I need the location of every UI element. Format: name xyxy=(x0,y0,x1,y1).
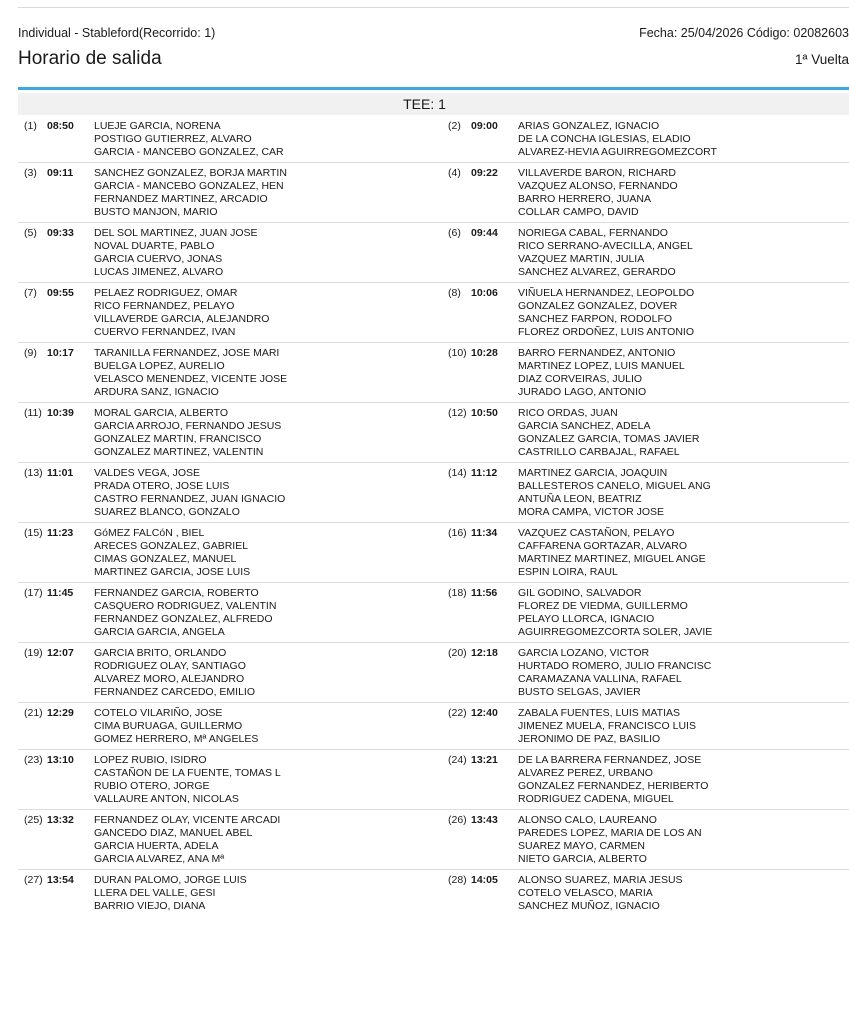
group-number: (21) xyxy=(24,707,43,719)
player-name: CASTRO FERNANDEZ, JUAN IGNACIO xyxy=(94,493,286,505)
player-name: MARTINEZ LOPEZ, LUIS MANUEL xyxy=(518,360,685,372)
tee-group xyxy=(18,707,442,746)
tee-time: 09:11 xyxy=(47,167,74,179)
group-slot xyxy=(442,227,518,279)
player-name: VIÑUELA HERNANDEZ, LEOPOLDO xyxy=(518,287,695,299)
player-list xyxy=(94,814,280,866)
player-name: GIL GODINO, SALVADOR xyxy=(518,587,642,599)
player-list xyxy=(94,874,247,913)
tee-time-list xyxy=(18,116,849,916)
player-list xyxy=(94,120,284,159)
player-name: GARCIA GARCIA, ANGELA xyxy=(94,626,225,638)
tee-time: 09:22 xyxy=(471,167,498,179)
tee-label: TEE: 1 xyxy=(403,96,446,112)
tee-time: 14:05 xyxy=(471,874,498,886)
player-name: COTELO VILARIÑO, JOSE xyxy=(94,707,223,719)
player-name: GARCIA ALVAREZ, ANA Mª xyxy=(94,853,225,865)
group-number: (2) xyxy=(448,120,461,132)
tee-group xyxy=(18,347,442,399)
tee-time: 10:28 xyxy=(471,347,498,359)
group-number: (9) xyxy=(24,347,37,359)
player-name: DE LA BARRERA FERNANDEZ, JOSE xyxy=(518,754,702,766)
player-list xyxy=(518,707,696,746)
tee-group xyxy=(442,707,849,746)
tee-time: 09:33 xyxy=(47,227,74,239)
tee-time: 13:10 xyxy=(47,754,74,766)
player-name: CIMA BURUAGA, GUILLERMO xyxy=(94,720,243,732)
player-name: CIMAS GONZALEZ, MANUEL xyxy=(94,553,237,565)
player-name: SUAREZ BLANCO, GONZALO xyxy=(94,506,240,518)
group-number: (8) xyxy=(448,287,461,299)
tee-group xyxy=(18,647,442,699)
group-slot xyxy=(18,227,94,279)
player-name: LUCAS JIMENEZ, ALVARO xyxy=(94,266,224,278)
player-name: JIMENEZ MUELA, FRANCISCO LUIS xyxy=(518,720,696,732)
group-slot xyxy=(18,647,94,699)
player-list xyxy=(94,707,258,746)
player-name: CUERVO FERNANDEZ, IVAN xyxy=(94,326,236,338)
player-name: RUBIO OTERO, JORGE xyxy=(94,780,210,792)
tee-time: 09:00 xyxy=(471,120,498,132)
player-name: RICO FERNANDEZ, PELAYO xyxy=(94,300,235,312)
tee-time-row xyxy=(18,223,849,283)
player-name: LUEJE GARCIA, NORENA xyxy=(94,120,221,132)
group-number: (27) xyxy=(24,874,43,886)
tee-time-row xyxy=(18,810,849,870)
player-name: ARIAS GONZALEZ, IGNACIO xyxy=(518,120,660,132)
tee-time: 13:21 xyxy=(471,754,498,766)
group-slot xyxy=(18,167,94,219)
tee-group xyxy=(18,467,442,519)
player-name: PRADA OTERO, JOSE LUIS xyxy=(94,480,230,492)
player-list xyxy=(94,347,287,399)
player-name: RODRIGUEZ OLAY, SANTIAGO xyxy=(94,660,246,672)
tee-time: 08:50 xyxy=(47,120,74,132)
player-name: BARRO FERNANDEZ, ANTONIO xyxy=(518,347,676,359)
player-name: GARCIA - MANCEBO GONZALEZ, CAR xyxy=(94,146,284,158)
player-name: ALONSO SUAREZ, MARIA JESUS xyxy=(518,874,683,886)
tee-time: 12:40 xyxy=(471,707,498,719)
player-name: SANCHEZ MUÑOZ, IGNACIO xyxy=(518,900,660,912)
tee-time-row xyxy=(18,116,849,163)
group-slot xyxy=(442,814,518,866)
player-name: TARANILLA FERNANDEZ, JOSE MARI xyxy=(94,347,280,359)
player-name: SANCHEZ FARPON, RODOLFO xyxy=(518,313,673,325)
tee-group xyxy=(18,167,442,219)
player-list xyxy=(94,287,269,339)
player-name: RODRIGUEZ CADENA, MIGUEL xyxy=(518,793,674,805)
group-slot xyxy=(442,647,518,699)
tee-time-row xyxy=(18,703,849,750)
group-slot xyxy=(18,814,94,866)
player-name: RICO ORDAS, JUAN xyxy=(518,407,618,419)
player-name: NORIEGA CABAL, FERNANDO xyxy=(518,227,668,239)
group-slot xyxy=(442,527,518,579)
group-slot xyxy=(442,874,518,913)
player-name: FLOREZ DE VIEDMA, GUILLERMO xyxy=(518,600,688,612)
tee-time-row xyxy=(18,523,849,583)
player-list xyxy=(518,347,685,399)
tee-time: 13:32 xyxy=(47,814,74,826)
player-name: JURADO LAGO, ANTONIO xyxy=(518,386,647,398)
player-name: PELAEZ RODRIGUEZ, OMAR xyxy=(94,287,238,299)
tee-time: 11:12 xyxy=(471,467,498,479)
tee-time: 09:55 xyxy=(47,287,74,299)
player-list xyxy=(94,407,281,459)
player-list xyxy=(518,754,708,806)
player-list xyxy=(94,527,250,579)
group-number: (16) xyxy=(448,527,467,539)
tee-time: 09:44 xyxy=(471,227,498,239)
player-list xyxy=(94,647,255,699)
player-name: BUELGA LOPEZ, AURELIO xyxy=(94,360,225,372)
player-name: MORAL GARCIA, ALBERTO xyxy=(94,407,229,419)
tee-time-row xyxy=(18,403,849,463)
player-list xyxy=(518,587,712,639)
group-number: (20) xyxy=(448,647,467,659)
group-slot xyxy=(18,347,94,399)
player-list xyxy=(94,587,276,639)
player-list xyxy=(518,287,694,339)
group-number: (15) xyxy=(24,527,43,539)
player-name: MARTINEZ MARTINEZ, MIGUEL ANGE xyxy=(518,553,706,565)
group-number: (11) xyxy=(24,407,42,419)
player-name: HURTADO ROMERO, JULIO FRANCISC xyxy=(518,660,712,672)
tee-group xyxy=(18,407,442,459)
player-name: LOPEZ RUBIO, ISIDRO xyxy=(94,754,207,766)
tee-group xyxy=(18,874,442,913)
group-slot xyxy=(18,587,94,639)
group-slot xyxy=(442,287,518,339)
tee-time: 10:50 xyxy=(471,407,498,419)
tee-time: 10:06 xyxy=(471,287,498,299)
player-name: GARCIA SANCHEZ, ADELA xyxy=(518,420,651,432)
tee-time-row xyxy=(18,343,849,403)
tee-group xyxy=(442,347,849,399)
player-name: GONZALEZ MARTIN, FRANCISCO xyxy=(94,433,262,445)
tee-time: 11:01 xyxy=(47,467,74,479)
tee-time: 10:17 xyxy=(47,347,74,359)
player-list xyxy=(94,754,281,806)
group-number: (17) xyxy=(24,587,43,599)
player-name: DE LA CONCHA IGLESIAS, ELADIO xyxy=(518,133,691,145)
top-divider xyxy=(18,7,849,8)
player-name: GARCIA LOZANO, VICTOR xyxy=(518,647,650,659)
player-name: VILLAVERDE GARCIA, ALEJANDRO xyxy=(94,313,270,325)
tee-group xyxy=(442,527,849,579)
player-name: FERNANDEZ GONZALEZ, ALFREDO xyxy=(94,613,273,625)
group-number: (5) xyxy=(24,227,37,239)
player-name: NIETO GARCIA, ALBERTO xyxy=(518,853,647,865)
tee-time-row xyxy=(18,583,849,643)
group-slot xyxy=(442,120,518,159)
player-name: ARDURA SANZ, IGNACIO xyxy=(94,386,219,398)
group-slot xyxy=(18,707,94,746)
tee-time-row xyxy=(18,163,849,223)
tee-group xyxy=(18,120,442,159)
group-number: (14) xyxy=(448,467,467,479)
player-list xyxy=(518,467,711,519)
player-list xyxy=(518,874,683,913)
tee-group xyxy=(442,874,849,913)
player-list xyxy=(518,120,717,159)
tee-group xyxy=(18,587,442,639)
player-name: POSTIGO GUTIERREZ, ALVARO xyxy=(94,133,252,145)
player-list xyxy=(518,407,699,459)
player-name: ESPIN LOIRA, RAUL xyxy=(518,566,618,578)
tee-group xyxy=(442,467,849,519)
group-number: (19) xyxy=(24,647,43,659)
player-name: GONZALEZ MARTINEZ, VALENTIN xyxy=(94,446,264,458)
group-slot xyxy=(442,467,518,519)
player-name: PELAYO LLORCA, IGNACIO xyxy=(518,613,655,625)
group-slot xyxy=(442,707,518,746)
tee-time: 11:23 xyxy=(47,527,74,539)
player-name: GARCIA BRITO, ORLANDO xyxy=(94,647,227,659)
player-name: GONZALEZ GONZALEZ, DOVER xyxy=(518,300,678,312)
tee-group xyxy=(442,647,849,699)
player-name: JERONIMO DE PAZ, BASILIO xyxy=(518,733,661,745)
player-name: BALLESTEROS CANELO, MIGUEL ANG xyxy=(518,480,711,492)
player-list xyxy=(518,167,678,219)
group-number: (24) xyxy=(448,754,467,766)
tee-time-row xyxy=(18,870,849,916)
tee-group xyxy=(18,527,442,579)
player-name: GARCIA CUERVO, JONAS xyxy=(94,253,223,265)
player-name: VELASCO MENENDEZ, VICENTE JOSE xyxy=(94,373,288,385)
player-name: ALVAREZ-HEVIA AGUIRREGOMEZCORT xyxy=(518,146,717,158)
tee-group xyxy=(442,754,849,806)
group-number: (4) xyxy=(448,167,461,179)
player-name: COLLAR CAMPO, DAVID xyxy=(518,206,639,218)
group-slot xyxy=(442,407,518,459)
tee-group xyxy=(442,407,849,459)
player-name: CASTRILLO CARBAJAL, RAFAEL xyxy=(518,446,680,458)
group-number: (10) xyxy=(448,347,467,359)
group-slot xyxy=(18,467,94,519)
group-number: (3) xyxy=(24,167,37,179)
group-slot xyxy=(18,287,94,339)
player-name: RICO SERRANO-AVECILLA, ANGEL xyxy=(518,240,693,252)
player-name: ALVAREZ MORO, ALEJANDRO xyxy=(94,673,245,685)
player-name: CASTAÑON DE LA FUENTE, TOMAS L xyxy=(94,767,281,779)
tee-group xyxy=(442,587,849,639)
player-name: FLOREZ ORDOÑEZ, LUIS ANTONIO xyxy=(518,326,694,338)
group-number: (18) xyxy=(448,587,467,599)
tee-group xyxy=(442,167,849,219)
player-name: CAFFARENA GORTAZAR, ALVARO xyxy=(518,540,688,552)
tee-time: 13:43 xyxy=(471,814,498,826)
player-name: VAZQUEZ ALONSO, FERNANDO xyxy=(518,180,678,192)
player-name: CARAMAZANA VALLINA, RAFAEL xyxy=(518,673,682,685)
tee-time: 11:34 xyxy=(471,527,498,539)
player-name: MARTINEZ GARCIA, JOSE LUIS xyxy=(94,566,251,578)
player-list xyxy=(518,527,706,579)
player-name: PAREDES LOPEZ, MARIA DE LOS AN xyxy=(518,827,702,839)
player-list xyxy=(94,467,285,519)
player-name: VALLAURE ANTON, NICOLAS xyxy=(94,793,239,805)
player-name: BARRO HERRERO, JUANA xyxy=(518,193,652,205)
player-name: SANCHEZ GONZALEZ, BORJA MARTIN xyxy=(94,167,287,179)
player-name: NOVAL DUARTE, PABLO xyxy=(94,240,215,252)
player-name: ALVAREZ PEREZ, URBANO xyxy=(518,767,653,779)
tee-group xyxy=(18,754,442,806)
tee-group xyxy=(442,227,849,279)
tee-time-row xyxy=(18,283,849,343)
group-number: (23) xyxy=(24,754,43,766)
tee-time: 10:39 xyxy=(47,407,74,419)
tee-time-row xyxy=(18,463,849,523)
tee-time: 12:18 xyxy=(471,647,498,659)
player-name: BUSTO SELGAS, JAVIER xyxy=(518,686,641,698)
page-title: Horario de salida xyxy=(18,48,162,69)
group-number: (13) xyxy=(24,467,43,479)
player-name: DIAZ CORVEIRAS, JULIO xyxy=(518,373,643,385)
group-number: (22) xyxy=(448,707,467,719)
date-code: Fecha: 25/04/2026 Código: 02082603 xyxy=(639,26,849,40)
player-list xyxy=(94,167,287,219)
tee-group xyxy=(18,227,442,279)
player-name: BARRIO VIEJO, DIANA xyxy=(94,900,206,912)
player-name: GARCIA ARROJO, FERNANDO JESUS xyxy=(94,420,282,432)
tee-time: 11:45 xyxy=(47,587,74,599)
player-name: VILLAVERDE BARON, RICHARD xyxy=(518,167,676,179)
player-name: GóMEZ FALCóN , BIEL xyxy=(94,527,205,539)
tee-time: 12:29 xyxy=(47,707,74,719)
tee-time: 13:54 xyxy=(47,874,74,886)
group-number: (26) xyxy=(448,814,467,826)
player-name: ANTUÑA LEON, BEATRIZ xyxy=(518,493,642,505)
group-slot xyxy=(18,407,94,459)
tee-group xyxy=(442,120,849,159)
round-label: 1ª Vuelta xyxy=(794,52,849,67)
group-number: (25) xyxy=(24,814,43,826)
player-name: LLERA DEL VALLE, GESI xyxy=(94,887,216,899)
player-name: GONZALEZ GARCIA, TOMAS JAVIER xyxy=(518,433,700,445)
player-name: GARCIA HUERTA, ADELA xyxy=(94,840,219,852)
tee-time-row xyxy=(18,750,849,810)
player-name: FERNANDEZ CARCEDO, EMILIO xyxy=(94,686,256,698)
tee-time-row xyxy=(18,643,849,703)
player-name: VAZQUEZ MARTIN, JULIA xyxy=(518,253,645,265)
tee-group xyxy=(18,814,442,866)
player-name: FERNANDEZ GARCIA, ROBERTO xyxy=(94,587,259,599)
competition-type: Individual - Stableford(Recorrido: 1) xyxy=(18,26,216,40)
player-name: MARTINEZ GARCIA, JOAQUIN xyxy=(518,467,668,479)
group-slot xyxy=(442,754,518,806)
tee-group xyxy=(442,814,849,866)
player-list xyxy=(518,647,711,699)
player-name: ZABALA FUENTES, LUIS MATIAS xyxy=(518,707,681,719)
player-name: SANCHEZ ALVAREZ, GERARDO xyxy=(518,266,676,278)
player-name: DURAN PALOMO, JORGE LUIS xyxy=(94,874,247,886)
group-number: (28) xyxy=(448,874,467,886)
tee-group xyxy=(442,287,849,339)
tee-time: 11:56 xyxy=(471,587,498,599)
group-number: (6) xyxy=(448,227,461,239)
player-list xyxy=(518,227,693,279)
player-name: GARCIA - MANCEBO GONZALEZ, HEN xyxy=(94,180,284,192)
player-name: SUAREZ MAYO, CARMEN xyxy=(518,840,645,852)
player-name: CASQUERO RODRIGUEZ, VALENTIN xyxy=(94,600,277,612)
player-list xyxy=(518,814,702,866)
player-name: MORA CAMPA, VICTOR JOSE xyxy=(518,506,665,518)
player-name: COTELO VELASCO, MARIA xyxy=(518,887,653,899)
player-name: VALDES VEGA, JOSE xyxy=(94,467,201,479)
player-name: VAZQUEZ CASTAÑON, PELAYO xyxy=(518,527,675,539)
player-name: ARECES GONZALEZ, GABRIEL xyxy=(94,540,249,552)
player-name: FERNANDEZ MARTINEZ, ARCADIO xyxy=(94,193,268,205)
player-name: GONZALEZ FERNANDEZ, HERIBERTO xyxy=(518,780,709,792)
tee-time: 12:07 xyxy=(47,647,74,659)
player-list xyxy=(94,227,258,279)
player-name: BUSTO MANJON, MARIO xyxy=(94,206,218,218)
group-number: (1) xyxy=(24,120,37,132)
group-slot xyxy=(18,754,94,806)
group-slot xyxy=(442,167,518,219)
group-number: (12) xyxy=(448,407,467,419)
player-name: GANCEDO DIAZ, MANUEL ABEL xyxy=(94,827,253,839)
group-slot xyxy=(18,874,94,913)
group-slot xyxy=(18,120,94,159)
group-number: (7) xyxy=(24,287,37,299)
tee-group xyxy=(18,287,442,339)
player-name: AGUIRREGOMEZCORTA SOLER, JAVIE xyxy=(518,626,713,638)
player-name: ALONSO CALO, LAUREANO xyxy=(518,814,657,826)
group-slot xyxy=(442,347,518,399)
player-name: FERNANDEZ OLAY, VICENTE ARCADI xyxy=(94,814,281,826)
group-slot xyxy=(18,527,94,579)
player-name: GOMEZ HERRERO, Mª ANGELES xyxy=(94,733,259,745)
player-name: DEL SOL MARTINEZ, JUAN JOSE xyxy=(94,227,258,239)
group-slot xyxy=(442,587,518,639)
accent-divider xyxy=(18,87,849,90)
